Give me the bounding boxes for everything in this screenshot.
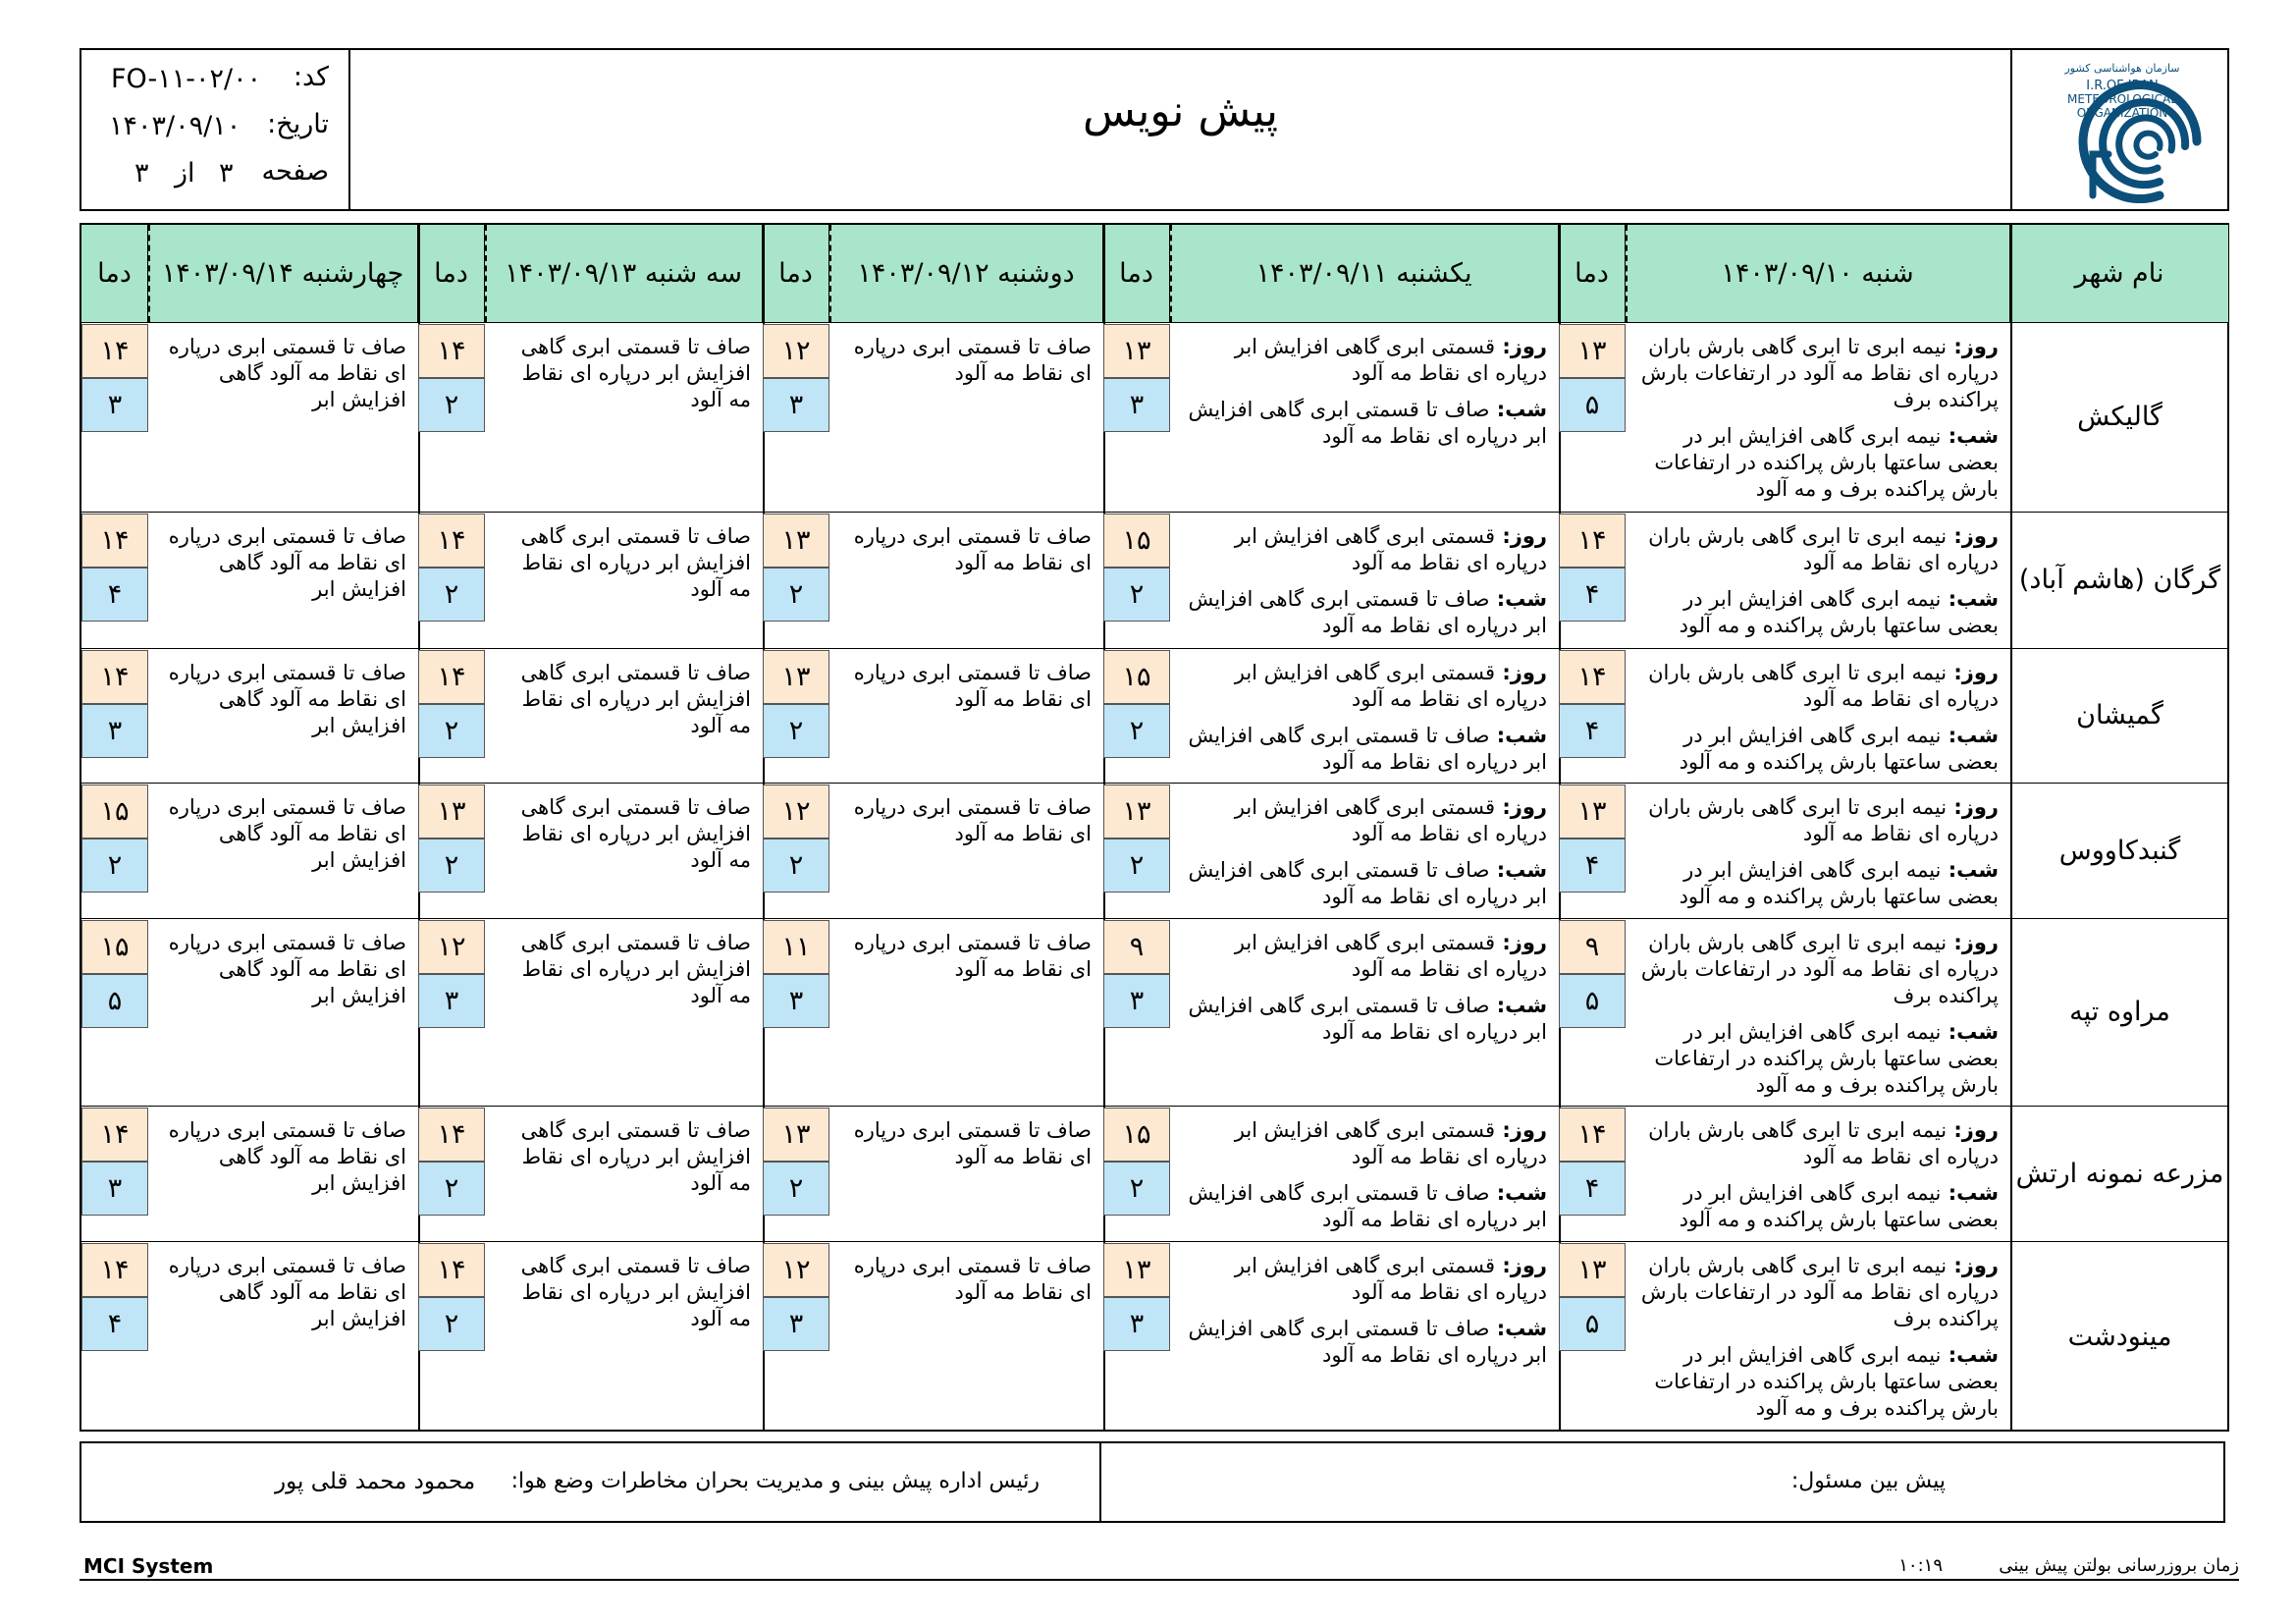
day-label: روز: — [1947, 661, 1999, 684]
forecast-text: صاف تا قسمتی ابری درپاره ای نقاط مه آلود گاهی افزایش ابر — [168, 1254, 406, 1330]
night-forecast-text: صاف تا قسمتی ابری گاهی افزایش ابر درپاره ای نقاط مه آلود — [1188, 398, 1547, 448]
min-temp: ۴ — [1559, 704, 1626, 758]
day-forecast-text: نیمه ابری تا ابری گاهی بارش باران درپاره ای نقاط مه آلود — [1648, 1118, 1999, 1168]
night-forecast — [1182, 1180, 1547, 1233]
row-divider — [80, 783, 2229, 784]
min-temp: ۲ — [1103, 1162, 1170, 1216]
day-forecast-text: قسمتی ابری گاهی افزایش ابر درپاره ای نقاط مه آلود — [1234, 931, 1547, 981]
day-label: روز: — [1495, 335, 1547, 358]
forecast-text: صاف تا قسمتی ابری درپاره ای نقاط مه آلود گاهی افزایش ابر — [168, 795, 406, 872]
head-name: محمود محمد قلی پور — [275, 1469, 476, 1494]
page-title: پیش نویس — [1083, 86, 1278, 136]
header-day-5: چهارشنبه ۱۴۰۳/۰۹/۱۴ — [148, 225, 418, 322]
max-temp: ۱۴ — [418, 1243, 485, 1297]
max-temp: ۱۲ — [418, 920, 485, 974]
row-divider — [80, 322, 2229, 323]
night-forecast-text: نیمه ابری گاهی افزایش ابر در بعضی ساعتها بارش پراکنده و مه آلود — [1679, 1181, 1999, 1231]
header-temp-4: دما — [418, 225, 485, 322]
day-label: روز: — [1947, 1118, 1999, 1142]
min-temp: ۲ — [418, 378, 485, 432]
forecast-text — [1182, 930, 1547, 1046]
row-divider — [80, 918, 2229, 919]
day-forecast — [1182, 660, 1547, 713]
header-temp-3: دما — [763, 225, 829, 322]
max-temp: ۱۳ — [1103, 324, 1170, 378]
night-forecast — [1182, 993, 1547, 1046]
min-temp: ۲ — [418, 704, 485, 758]
day-forecast-text: نیمه ابری تا ابری گاهی بارش باران درپاره ای نقاط مه آلود در ارتفاعات بارش پراکنده برف — [1640, 335, 1999, 411]
forecast-text: صاف تا قسمتی ابری گاهی افزایش ابر درپاره ای نقاط مه آلود — [520, 1254, 751, 1330]
night-forecast — [1182, 397, 1547, 450]
max-temp: ۱۳ — [1103, 1243, 1170, 1297]
night-label: شب: — [1489, 398, 1547, 421]
max-temp: ۱۴ — [1559, 650, 1626, 704]
row-divider — [80, 1106, 2229, 1107]
night-label: شب: — [1941, 1343, 1999, 1367]
header-day-2: یکشنبه ۱۴۰۳/۰۹/۱۱ — [1170, 225, 1559, 322]
logo-text-meteo: METEOROLOGICAL — [2067, 92, 2177, 106]
max-temp: ۱۳ — [1559, 785, 1626, 839]
forecast-text — [1182, 523, 1547, 639]
day-forecast-text: قسمتی ابری گاهی افزایش ابر درپاره ای نقاط مه آلود — [1234, 795, 1547, 845]
date-label: تاریخ: — [267, 109, 329, 139]
night-forecast-text: نیمه ابری گاهی افزایش ابر در بعضی ساعتها بارش پراکنده در ارتفاعات بارش پراکنده برف و مه آلود — [1654, 1020, 1999, 1097]
forecast-text: صاف تا قسمتی ابری گاهی افزایش ابر درپاره ای نقاط مه آلود — [520, 1118, 751, 1195]
min-temp: ۲ — [1103, 704, 1170, 758]
min-temp: ۵ — [1559, 1297, 1626, 1351]
max-temp: ۹ — [1559, 920, 1626, 974]
row-divider — [80, 1241, 2229, 1242]
max-temp: ۱۳ — [763, 1108, 829, 1162]
night-label: شب: — [1489, 1317, 1547, 1340]
max-temp: ۱۴ — [81, 1108, 148, 1162]
day-forecast — [1182, 1253, 1547, 1306]
night-forecast-text: نیمه ابری گاهی افزایش ابر در بعضی ساعتها بارش پراکنده در ارتفاعات بارش پراکنده برف و مه آلود — [1654, 424, 1999, 501]
day-forecast — [1637, 523, 1999, 576]
header-dash-5 — [148, 225, 150, 322]
max-temp: ۱۴ — [418, 650, 485, 704]
min-temp: ۳ — [81, 1162, 148, 1216]
min-temp: ۳ — [763, 378, 829, 432]
max-temp: ۱۵ — [1103, 514, 1170, 568]
day-label: روز: — [1495, 524, 1547, 548]
night-forecast — [1637, 857, 1999, 910]
forecast-text — [1182, 794, 1547, 910]
min-temp: ۳ — [81, 378, 148, 432]
day-forecast — [1637, 1253, 1999, 1332]
night-forecast — [1182, 857, 1547, 910]
forecast-text — [1637, 334, 1999, 503]
update-time: ۱۰:۱۹ — [1898, 1555, 1943, 1576]
max-temp: ۱۳ — [1559, 324, 1626, 378]
day-forecast — [1637, 794, 1999, 847]
day-forecast — [1182, 1117, 1547, 1170]
max-temp: ۱۲ — [763, 1243, 829, 1297]
page-total: ۳ — [134, 158, 149, 189]
max-temp: ۱۱ — [763, 920, 829, 974]
max-temp: ۱۵ — [1103, 1108, 1170, 1162]
logo-text-fa: سازمان هواشناسی کشور — [2064, 62, 2180, 75]
row-divider — [80, 648, 2229, 649]
max-temp: ۱۵ — [81, 920, 148, 974]
day-forecast-text: قسمتی ابری گاهی افزایش ابر درپاره ای نقاط مه آلود — [1234, 524, 1547, 574]
max-temp: ۱۴ — [1559, 514, 1626, 568]
min-temp: ۲ — [418, 568, 485, 622]
day-label: روز: — [1495, 795, 1547, 819]
night-label: شب: — [1941, 1020, 1999, 1044]
city-name: مینودشت — [2067, 1321, 2172, 1352]
row-divider — [80, 512, 2229, 513]
organization-logo — [2010, 48, 2229, 211]
forecast-text: صاف تا قسمتی ابری گاهی افزایش ابر درپاره ای نقاط مه آلود — [520, 661, 751, 737]
min-temp: ۴ — [1559, 839, 1626, 893]
header-temp-2: دما — [1103, 225, 1170, 322]
night-label: شب: — [1489, 724, 1547, 747]
day-forecast-text: قسمتی ابری گاهی افزایش ابر درپاره ای نقاط مه آلود — [1234, 1254, 1547, 1304]
max-temp: ۱۴ — [81, 514, 148, 568]
max-temp: ۱۵ — [81, 785, 148, 839]
night-label: شب: — [1941, 587, 1999, 611]
forecast-text: صاف تا قسمتی ابری گاهی افزایش ابر درپاره ای نقاط مه آلود — [520, 795, 751, 872]
day-label: روز: — [1947, 1254, 1999, 1277]
night-label: شب: — [1489, 1181, 1547, 1205]
page-label: صفحه — [261, 156, 329, 187]
night-forecast-text: صاف تا قسمتی ابری گاهی افزایش ابر درپاره ای نقاط مه آلود — [1188, 587, 1547, 637]
max-temp: ۱۴ — [1559, 1108, 1626, 1162]
day-forecast-text: قسمتی ابری گاهی افزایش ابر درپاره ای نقاط مه آلود — [1234, 661, 1547, 711]
day-label: روز: — [1495, 931, 1547, 954]
forecast-text — [1182, 1253, 1547, 1369]
night-forecast — [1637, 1180, 1999, 1233]
forecast-text: صاف تا قسمتی ابری درپاره ای نقاط مه آلود — [853, 661, 1092, 711]
min-temp: ۲ — [763, 704, 829, 758]
day-label: روز: — [1495, 1254, 1547, 1277]
forecast-text: صاف تا قسمتی ابری گاهی افزایش ابر درپاره ای نقاط مه آلود — [520, 931, 751, 1007]
night-forecast-text: صاف تا قسمتی ابری گاهی افزایش ابر درپاره ای نقاط مه آلود — [1188, 994, 1547, 1044]
forecast-text: صاف تا قسمتی ابری درپاره ای نقاط مه آلود — [853, 524, 1092, 574]
min-temp: ۴ — [81, 568, 148, 622]
min-temp: ۲ — [763, 1162, 829, 1216]
max-temp: ۱۳ — [763, 514, 829, 568]
forecast-text: صاف تا قسمتی ابری درپاره ای نقاط مه آلود — [853, 335, 1092, 385]
max-temp: ۱۴ — [418, 324, 485, 378]
night-forecast-text: صاف تا قسمتی ابری گاهی افزایش ابر درپاره ای نقاط مه آلود — [1188, 858, 1547, 908]
night-label: شب: — [1941, 424, 1999, 448]
bottom-rule — [80, 1579, 2239, 1581]
header-temp-1: دما — [1559, 225, 1626, 322]
min-temp: ۴ — [1559, 568, 1626, 622]
night-forecast — [1637, 586, 1999, 639]
forecast-text — [1637, 930, 1999, 1099]
day-label: روز: — [1495, 661, 1547, 684]
min-temp: ۲ — [763, 568, 829, 622]
night-forecast-text: نیمه ابری گاهی افزایش ابر در بعضی ساعتها بارش پراکنده و مه آلود — [1679, 587, 1999, 637]
city-name: گرگان (هاشم آباد) — [2018, 565, 2221, 595]
night-forecast — [1637, 723, 1999, 776]
meteorological-organization-logo-icon — [2012, 48, 2231, 211]
max-temp: ۱۵ — [1103, 650, 1170, 704]
day-forecast — [1637, 660, 1999, 713]
day-forecast-text: قسمتی ابری گاهی افزایش ابر درپاره ای نقاط مه آلود — [1234, 335, 1547, 385]
min-temp: ۲ — [1103, 568, 1170, 622]
code-label: کد: — [293, 62, 329, 92]
day-forecast — [1637, 1117, 1999, 1170]
night-forecast — [1637, 1019, 1999, 1099]
forecast-text — [1637, 660, 1999, 776]
min-temp: ۲ — [418, 1297, 485, 1351]
forecast-text: صاف تا قسمتی ابری درپاره ای نقاط مه آلود — [853, 931, 1092, 981]
max-temp: ۱۳ — [1559, 1243, 1626, 1297]
signature-divider — [1099, 1441, 1101, 1523]
min-temp: ۲ — [763, 839, 829, 893]
min-temp: ۲ — [1103, 839, 1170, 893]
day-forecast — [1182, 523, 1547, 576]
max-temp: ۱۴ — [81, 1243, 148, 1297]
night-forecast — [1182, 1316, 1547, 1369]
header-day-1: شنبه ۱۴۰۳/۰۹/۱۰ — [1626, 225, 2010, 322]
night-forecast-text: صاف تا قسمتی ابری گاهی افزایش ابر درپاره ای نقاط مه آلود — [1188, 1317, 1547, 1367]
max-temp: ۱۳ — [763, 650, 829, 704]
update-label: زمان بروزرسانی بولتن پیش بینی — [1999, 1555, 2239, 1576]
min-temp: ۳ — [1103, 378, 1170, 432]
min-temp: ۲ — [81, 839, 148, 893]
date-value: ۱۴۰۳/۰۹/۱۰ — [109, 111, 241, 141]
forecast-text: صاف تا قسمتی ابری درپاره ای نقاط مه آلود گاهی افزایش ابر — [168, 335, 406, 411]
header-temp-5: دما — [81, 225, 148, 322]
max-temp: ۱۴ — [418, 514, 485, 568]
min-temp: ۳ — [763, 974, 829, 1028]
forecast-text: صاف تا قسمتی ابری درپاره ای نقاط مه آلود — [853, 1254, 1092, 1304]
night-forecast-text: نیمه ابری گاهی افزایش ابر در بعضی ساعتها بارش پراکنده و مه آلود — [1679, 724, 1999, 774]
day-forecast — [1637, 334, 1999, 413]
day-label: روز: — [1947, 335, 1999, 358]
document-info — [80, 48, 350, 211]
night-label: شب: — [1941, 724, 1999, 747]
forecaster-label: پیش بین مسئول: — [1790, 1469, 1946, 1493]
min-temp: ۵ — [1559, 378, 1626, 432]
forecast-text: صاف تا قسمتی ابری گاهی افزایش ابر درپاره ای نقاط مه آلود — [520, 335, 751, 411]
night-forecast-text: صاف تا قسمتی ابری گاهی افزایش ابر درپاره ای نقاط مه آلود — [1188, 724, 1547, 774]
day-label: روز: — [1947, 524, 1999, 548]
max-temp: ۱۲ — [763, 785, 829, 839]
min-temp: ۳ — [418, 974, 485, 1028]
day-forecast-text: نیمه ابری تا ابری گاهی بارش باران درپاره ای نقاط مه آلود — [1648, 661, 1999, 711]
max-temp: ۱۴ — [81, 650, 148, 704]
min-temp: ۲ — [418, 1162, 485, 1216]
forecast-text: صاف تا قسمتی ابری درپاره ای نقاط مه آلود — [853, 1118, 1092, 1168]
city-name: مراوه تپه — [2069, 997, 2170, 1027]
header-dash-3 — [829, 225, 831, 322]
day-forecast — [1182, 794, 1547, 847]
max-temp: ۹ — [1103, 920, 1170, 974]
min-temp: ۲ — [418, 839, 485, 893]
day-forecast-text: قسمتی ابری گاهی افزایش ابر درپاره ای نقاط مه آلود — [1234, 1118, 1547, 1168]
min-temp: ۵ — [1559, 974, 1626, 1028]
night-forecast-text: نیمه ابری گاهی افزایش ابر در بعضی ساعتها بارش پراکنده در ارتفاعات بارش پراکنده برف و مه آلود — [1654, 1343, 1999, 1420]
code-value: FO-۱۱-۰۲/۰۰ — [111, 64, 262, 94]
min-temp: ۳ — [763, 1297, 829, 1351]
system-label: MCI System — [83, 1554, 214, 1578]
forecast-text — [1637, 794, 1999, 910]
min-temp: ۳ — [1103, 1297, 1170, 1351]
logo-text-org: ORGANIZATION — [2076, 106, 2168, 120]
night-label: شب: — [1489, 587, 1547, 611]
forecast-text — [1182, 334, 1547, 450]
forecast-text: صاف تا قسمتی ابری گاهی افزایش ابر درپاره ای نقاط مه آلود — [520, 524, 751, 601]
night-forecast — [1182, 586, 1547, 639]
forecast-text: صاف تا قسمتی ابری درپاره ای نقاط مه آلود گاهی افزایش ابر — [168, 931, 406, 1007]
forecast-text: صاف تا قسمتی ابری درپاره ای نقاط مه آلود گاهی افزایش ابر — [168, 1118, 406, 1195]
night-label: شب: — [1941, 858, 1999, 882]
day-label: روز: — [1947, 795, 1999, 819]
night-forecast — [1182, 723, 1547, 776]
min-temp: ۴ — [81, 1297, 148, 1351]
forecast-text: صاف تا قسمتی ابری درپاره ای نقاط مه آلود گاهی افزایش ابر — [168, 524, 406, 601]
city-name: گالیکش — [2077, 402, 2163, 432]
city-name: گمیشان — [2076, 700, 2163, 731]
forecast-text — [1637, 523, 1999, 639]
forecast-text — [1182, 1117, 1547, 1233]
min-temp: ۳ — [1103, 974, 1170, 1028]
page-number: ۳ — [219, 158, 234, 189]
day-forecast — [1182, 930, 1547, 983]
max-temp: ۱۴ — [418, 1108, 485, 1162]
min-temp: ۵ — [81, 974, 148, 1028]
header-day-4: سه شنبه ۱۴۰۳/۰۹/۱۳ — [485, 225, 763, 322]
forecast-text: صاف تا قسمتی ابری درپاره ای نقاط مه آلود — [853, 795, 1092, 845]
forecast-text — [1637, 1253, 1999, 1422]
header-dash-2 — [1170, 225, 1172, 322]
head-label: رئیس اداره پیش بینی و مدیریت بحران مخاطرات وضع هوا: — [510, 1469, 1040, 1493]
day-forecast-text: نیمه ابری تا ابری گاهی بارش باران درپاره ای نقاط مه آلود در ارتفاعات بارش پراکنده برف — [1640, 931, 1999, 1007]
min-temp: ۳ — [81, 704, 148, 758]
min-temp: ۴ — [1559, 1162, 1626, 1216]
max-temp: ۱۳ — [418, 785, 485, 839]
forecast-text — [1637, 1117, 1999, 1233]
night-label: شب: — [1489, 994, 1547, 1017]
day-label: روز: — [1495, 1118, 1547, 1142]
header-dash-1 — [1626, 225, 1628, 322]
night-forecast-text: صاف تا قسمتی ابری گاهی افزایش ابر درپاره ای نقاط مه آلود — [1188, 1181, 1547, 1231]
day-forecast — [1637, 930, 1999, 1009]
day-forecast — [1182, 334, 1547, 387]
forecast-text — [1182, 660, 1547, 776]
header-city: نام شهر — [2010, 225, 2229, 322]
page-of-label: از — [175, 158, 195, 189]
day-forecast-text: نیمه ابری تا ابری گاهی بارش باران درپاره ای نقاط مه آلود — [1648, 795, 1999, 845]
day-forecast-text: نیمه ابری تا ابری گاهی بارش باران درپاره ای نقاط مه آلود — [1648, 524, 1999, 574]
logo-text-iran: I.R.OF IRAN — [2086, 79, 2159, 93]
night-label: شب: — [1489, 858, 1547, 882]
day-label: روز: — [1947, 931, 1999, 954]
day-forecast-text: نیمه ابری تا ابری گاهی بارش باران درپاره ای نقاط مه آلود در ارتفاعات بارش پراکنده برف — [1640, 1254, 1999, 1330]
city-name: مزرعه نمونه ارتش — [2015, 1158, 2224, 1189]
night-forecast — [1637, 1342, 1999, 1422]
city-name: گنبدکاووس — [2058, 835, 2181, 866]
night-forecast — [1637, 423, 1999, 503]
header-dash-4 — [485, 225, 487, 322]
night-label: شب: — [1941, 1181, 1999, 1205]
night-forecast-text: نیمه ابری گاهی افزایش ابر در بعضی ساعتها بارش پراکنده و مه آلود — [1679, 858, 1999, 908]
forecast-text: صاف تا قسمتی ابری درپاره ای نقاط مه آلود گاهی افزایش ابر — [168, 661, 406, 737]
max-temp: ۱۲ — [763, 324, 829, 378]
header-day-3: دوشنبه ۱۴۰۳/۰۹/۱۲ — [829, 225, 1103, 322]
max-temp: ۱۴ — [81, 324, 148, 378]
max-temp: ۱۳ — [1103, 785, 1170, 839]
